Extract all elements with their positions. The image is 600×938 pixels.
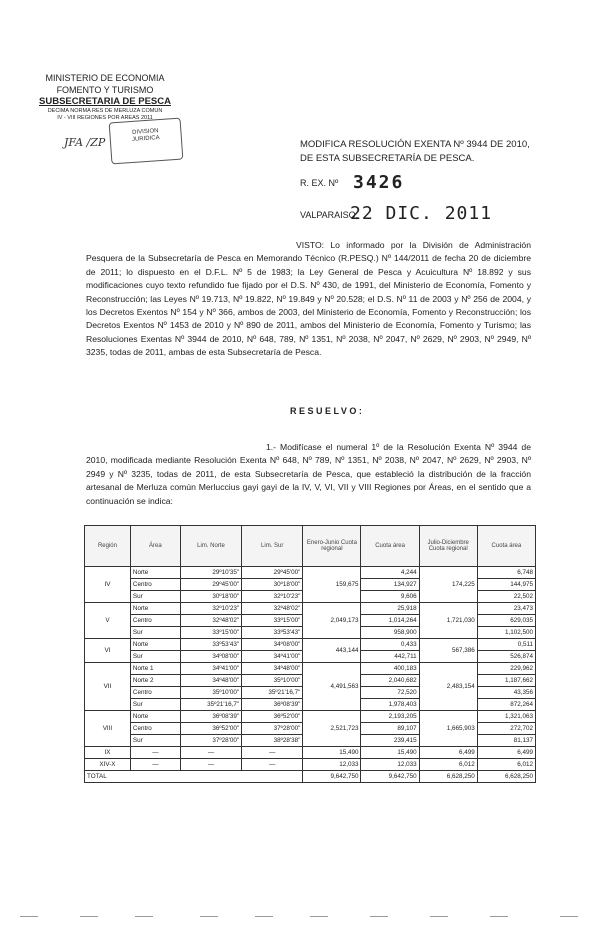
p1-area-cell: 72,520 <box>361 687 419 699</box>
p1-regional-cell: 15,490 <box>303 747 361 759</box>
division-line-1: DECIMA NORMA RES DE MERLUZA COMUN <box>47 108 163 114</box>
p1-area-cell: 9,606 <box>361 591 419 603</box>
total-label: TOTAL <box>85 771 303 783</box>
p2-area-cell: 43,356 <box>477 687 535 699</box>
p2-regional-cell: 174,225 <box>419 567 477 603</box>
region-cell: XIV-X <box>85 759 131 771</box>
col-lim-sur: Lim. Sur <box>242 526 303 567</box>
lim-norte-cell: 35º10'00" <box>180 687 241 699</box>
p2-regional-cell: 6,012 <box>419 759 477 771</box>
col-lim-norte: Lim. Norte <box>180 526 241 567</box>
juridica-stamp: DIVISION JURIDICA <box>109 118 184 165</box>
p2-area-cell: 6,748 <box>477 567 535 579</box>
lim-norte-cell: 29º10'35" <box>180 567 241 579</box>
lim-norte-cell: 35º21'16,7" <box>180 699 241 711</box>
p1-area-cell: 12,033 <box>361 759 419 771</box>
table-row <box>85 747 536 759</box>
table-row <box>85 603 536 615</box>
p2-area-cell: 1,321,063 <box>477 711 535 723</box>
lim-norte-cell: 36º08'39" <box>180 711 241 723</box>
date-stamp: 22 DIC. 2011 <box>350 203 493 224</box>
region-cell: VIII <box>85 711 131 747</box>
area-cell: Norte 2 <box>130 675 180 687</box>
table-row <box>85 639 536 651</box>
rex-label: R. EX. Nº <box>300 178 339 188</box>
table-row <box>85 567 536 579</box>
p1-area-cell: 134,927 <box>361 579 419 591</box>
table-row <box>85 711 536 723</box>
initials-signature: JFA /ZP <box>64 136 106 149</box>
lim-norte-cell: 33º15'00" <box>180 627 241 639</box>
lim-sur-cell: 30º18'00" <box>242 579 303 591</box>
p1-area-cell: 1,978,403 <box>361 699 419 711</box>
lim-norte-cell: 37º28'00" <box>180 735 241 747</box>
lim-norte-cell: 34º48'00" <box>180 675 241 687</box>
lim-norte-cell: 32º48'02" <box>180 615 241 627</box>
p2-area-cell: 272,702 <box>477 723 535 735</box>
lim-norte-cell: — <box>180 747 241 759</box>
region-cell: V <box>85 603 131 639</box>
lim-sur-cell: 38º28'38" <box>242 735 303 747</box>
area-cell: Norte <box>130 567 180 579</box>
ministry-subtitle: FOMENTO Y TURISMO <box>56 85 154 95</box>
lim-sur-cell: 29º45'00" <box>242 567 303 579</box>
p2-regional-cell: 1,721,030 <box>419 603 477 639</box>
resolution-paragraph-1: 1.- Modifícase el numeral 1º de la Resolución Exenta Nº 3944 de 2010, modificada mediante Resolución Exenta Nº 648, Nº 789, Nº 1351, Nº 2038, Nº 2047, Nº 2629, Nº 2903, Nº 2949 y Nº 3235, todas de 2011, de esta Subsecretaría de Pesca, que estableció la distribución de la fracción artesanal de Merluza común Merluccius gayi gayi de la IV, V, VI, VII y VIII Regiones por Áreas, en el sentido que a continuación se indica: <box>86 442 531 506</box>
lim-sur-cell: 35º21'16,7" <box>242 687 303 699</box>
lim-sur-cell: 32º48'02" <box>242 603 303 615</box>
p1-regional-cell: 2,049,173 <box>303 603 361 639</box>
col-p1-area: Cuota área <box>361 526 419 567</box>
p1-area-cell: 1,014,264 <box>361 615 419 627</box>
p1-area-cell: 400,183 <box>361 663 419 675</box>
area-cell: Norte <box>130 711 180 723</box>
area-cell: Centro <box>130 615 180 627</box>
area-cell: Norte <box>130 639 180 651</box>
p2-area-cell: 144,975 <box>477 579 535 591</box>
col-region: Región <box>85 526 131 567</box>
area-cell: — <box>130 747 180 759</box>
p1-regional-cell: 12,033 <box>303 759 361 771</box>
visto-paragraph: VISTO: Lo informado por la División de Administración Pesquera de la Subsecretaría de Pesca en Memorando Técnico (R.PESQ.) Nº 144/2011 de fecha 20 de diciembre de 2011; lo dispuesto en el D.F.L. Nº 5 de 1983; la Ley General de Pesca y Acuicultura Nº 18.892 y sus modificaciones cuyo texto refundido fue fijado por el D.S. Nº 430, de 1991, del Ministerio de Economía, Fomento y Reconstrucción; las Leyes Nº 19.713, Nº 19.822, Nº 19.849 y Nº 20.528; el D.S. Nº 11 de 2003 y Nº 256 de 2004, y los Decretos Exentos Nº 154 y Nº 366, ambos de 2003, del Ministerio de Economía, Fomento y Reconstrucción; los Decretos Exentos Nº 1453 de 2010 y Nº 890 de 2011, ambos del Ministerio de Economía, Fomento y Turismo; las Resoluciones Exentas Nº 3944 de 2010, Nº 648, 789, Nº 1351, Nº 2038, Nº 2047, Nº 2629, Nº 2903, Nº 2949, Nº 3235, todas de 2011, ambas de esta Subsecretaría de Pesca. <box>86 240 531 358</box>
col-p1-regional: Enero-Junio Cuota regional <box>303 526 361 567</box>
p1-area-cell: 2,193,205 <box>361 711 419 723</box>
p2-regional-cell: 6,499 <box>419 747 477 759</box>
p2-area-cell: 1,102,500 <box>477 627 535 639</box>
lim-sur-cell: 33º15'00" <box>242 615 303 627</box>
total-area2-cell: 6,628,250 <box>477 771 535 783</box>
subsecretaria-name: SUBSECRETARIA DE PESCA <box>39 96 171 107</box>
area-cell: Sur <box>130 627 180 639</box>
col-area: Área <box>130 526 180 567</box>
rex-number: 3426 <box>353 172 405 193</box>
region-cell: IV <box>85 567 131 603</box>
lim-sur-cell: 36º08'39" <box>242 699 303 711</box>
p1-area-cell: 442,711 <box>361 651 419 663</box>
ministry-header <box>30 72 180 122</box>
table-row <box>85 663 536 675</box>
p2-regional-cell: 567,386 <box>419 639 477 663</box>
area-cell: Centro <box>130 579 180 591</box>
area-cell: — <box>130 759 180 771</box>
table-header-row <box>85 526 536 567</box>
p1-area-cell: 15,490 <box>361 747 419 759</box>
lim-sur-cell: 36º52'00" <box>242 711 303 723</box>
p2-area-cell: 22,502 <box>477 591 535 603</box>
p2-area-cell: 872,264 <box>477 699 535 711</box>
lim-sur-cell: 37º28'00" <box>242 723 303 735</box>
resuelvo-heading: RESUELVO: <box>290 406 365 416</box>
p1-area-cell: 958,900 <box>361 627 419 639</box>
lim-norte-cell: — <box>180 759 241 771</box>
document-title: MODIFICA RESOLUCIÓN EXENTA Nº 3944 DE 2010, DE ESTA SUBSECRETARÍA DE PESCA. <box>300 139 530 164</box>
lim-norte-cell: 34º08'00" <box>180 651 241 663</box>
p2-regional-cell: 2,483,154 <box>419 663 477 711</box>
col-p2-area: Cuota área <box>477 526 535 567</box>
p2-area-cell: 229,962 <box>477 663 535 675</box>
lim-sur-cell: 34º41'00" <box>242 651 303 663</box>
region-cell: VI <box>85 639 131 663</box>
lim-norte-cell: 33º53'43" <box>180 639 241 651</box>
lim-sur-cell: 33º53'43" <box>242 627 303 639</box>
p2-area-cell: 1,187,662 <box>477 675 535 687</box>
lim-norte-cell: 29º45'00" <box>180 579 241 591</box>
p2-regional-cell: 1,665,903 <box>419 711 477 747</box>
area-cell: Norte 1 <box>130 663 180 675</box>
area-cell: Centro <box>130 687 180 699</box>
place-label: VALPARAISO, <box>300 210 359 220</box>
p1-regional-cell: 159,675 <box>303 567 361 603</box>
lim-sur-cell: 34º08'00" <box>242 639 303 651</box>
p2-area-cell: 526,874 <box>477 651 535 663</box>
p2-area-cell: 6,499 <box>477 747 535 759</box>
p1-regional-cell: 4,491,563 <box>303 663 361 711</box>
p1-area-cell: 2,040,682 <box>361 675 419 687</box>
total-reg2-cell: 6,628,250 <box>419 771 477 783</box>
area-cell: Norte <box>130 603 180 615</box>
p1-area-cell: 25,918 <box>361 603 419 615</box>
lim-sur-cell: 34º48'00" <box>242 663 303 675</box>
lim-norte-cell: 32º10'23" <box>180 603 241 615</box>
p2-area-cell: 0,511 <box>477 639 535 651</box>
total-area1-cell: 9,642,750 <box>361 771 419 783</box>
p2-area-cell: 23,473 <box>477 603 535 615</box>
p1-area-cell: 0,433 <box>361 639 419 651</box>
p1-area-cell: 4,244 <box>361 567 419 579</box>
area-cell: Centro <box>130 723 180 735</box>
p1-regional-cell: 2,521,723 <box>303 711 361 747</box>
p2-area-cell: 629,035 <box>477 615 535 627</box>
lim-norte-cell: 36º52'00" <box>180 723 241 735</box>
lim-sur-cell: — <box>242 759 303 771</box>
quota-table <box>84 525 536 783</box>
p1-regional-cell: 443,144 <box>303 639 361 663</box>
area-cell: Sur <box>130 735 180 747</box>
lim-sur-cell: 32º10'23" <box>242 591 303 603</box>
p2-area-cell: 81,137 <box>477 735 535 747</box>
area-cell: Sur <box>130 699 180 711</box>
p2-area-cell: 6,012 <box>477 759 535 771</box>
lim-norte-cell: 30º18'00" <box>180 591 241 603</box>
ministry-name: MINISTERIO DE ECONOMIA <box>45 73 165 83</box>
lim-sur-cell: — <box>242 747 303 759</box>
lim-sur-cell: 35º10'00" <box>242 675 303 687</box>
area-cell: Sur <box>130 591 180 603</box>
p1-area-cell: 239,415 <box>361 735 419 747</box>
p1-area-cell: 89,107 <box>361 723 419 735</box>
region-cell: IX <box>85 747 131 759</box>
area-cell: Sur <box>130 651 180 663</box>
region-cell: VII <box>85 663 131 711</box>
division-line-2: IV - VIII REGIONES POR AREAS 2011 <box>57 115 153 121</box>
lim-norte-cell: 34º41'00" <box>180 663 241 675</box>
table-row <box>85 759 536 771</box>
col-p2-regional: Julio-Diciembre Cuota regional <box>419 526 477 567</box>
total-row <box>85 771 536 783</box>
total-reg1-cell: 9,642,750 <box>303 771 361 783</box>
